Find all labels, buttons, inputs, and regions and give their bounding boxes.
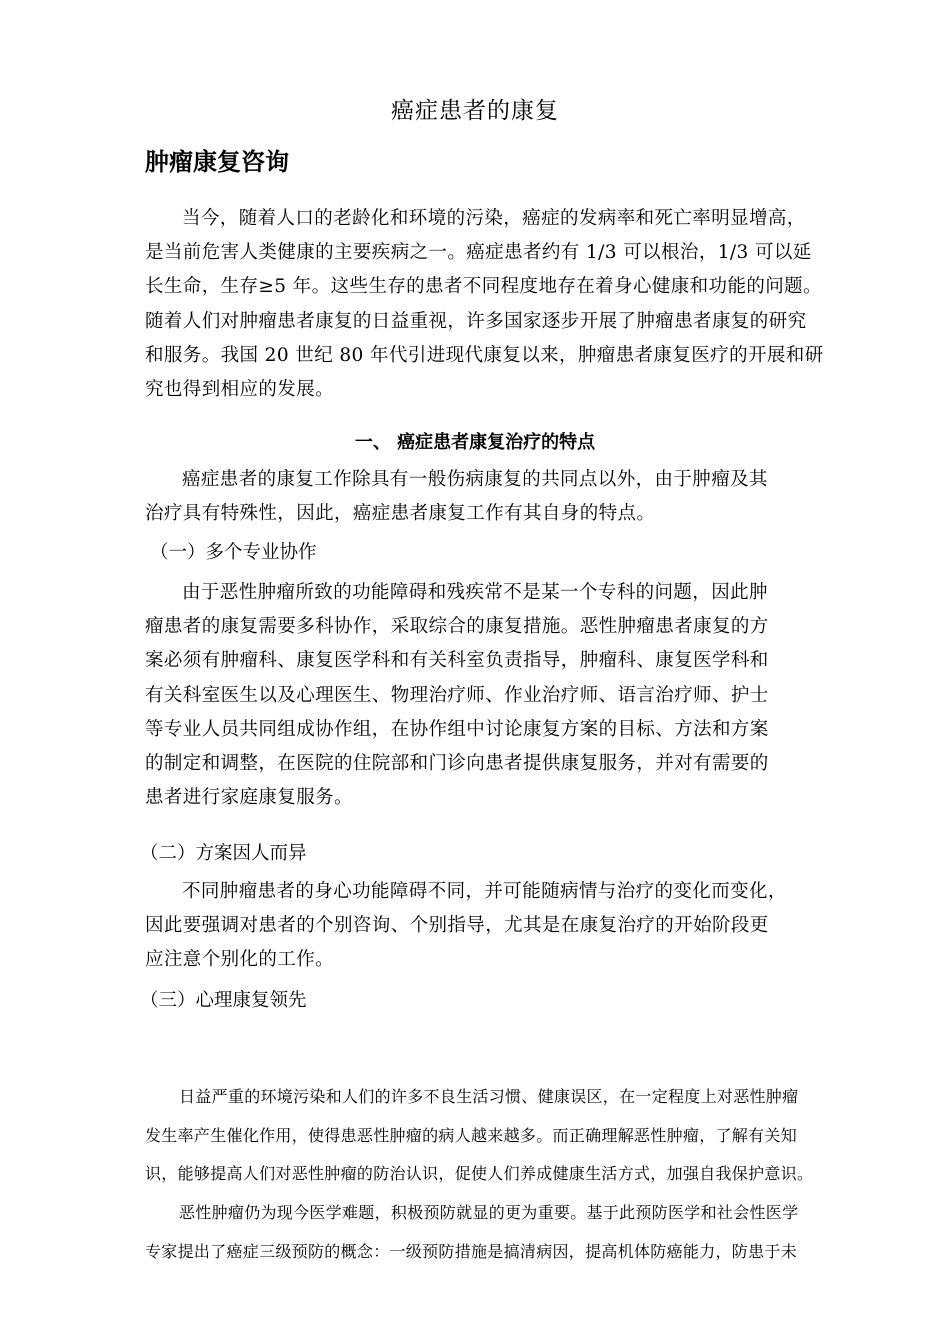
paragraph-line: 日益严重的环境污染和人们的许多不良生活习惯、健康误区，在一定程度上对恶性肿瘤 [179,1087,799,1106]
paragraph-line: 因此要强调对患者的个别咨询、个别指导，尤其是在康复治疗的开始阶段更 [145,915,769,937]
paragraph-line: 由于恶性肿瘤所致的功能障碍和残疾常不是某一个专科的问题，因此肿 [182,582,768,603]
paragraph-line: 不同肿瘤患者的身心功能障碍不同，并可能随病情与治疗的变化而变化， [182,881,787,902]
section-1-paragraph [145,463,768,531]
paragraph-line: 发生率产生催化作用，使得患恶性肿瘤的病人越来越多。而正确理解恶性肿瘤，了解有关知 [145,1125,798,1145]
subsection-1-paragraph [145,576,769,815]
paragraph-line: 的制定和调整，在医院的住院部和门诊向患者提供康复服务，并对有需要的 [145,753,769,775]
paragraph-line: 长生命，生存≥5 年。这些生存的患者不同程度地存在着身心健康和功能的问题。 [145,276,822,298]
paragraph-line: 瘤患者的康复需要多科协作，采取综合的康复措施。恶性肿瘤患者康复的方 [145,616,769,638]
paragraph-line: 癌症患者的康复工作除具有一般伤病康复的共同点以外，由于肿瘤及其 [182,469,768,490]
paragraph-line: 有关科室医生以及心理医生、物理治疗师、作业治疗师、语言治疗师、护士 [145,684,769,706]
document-title: 癌症患者的康复 [391,98,559,124]
extra-paragraph-1 [145,1078,813,1194]
paragraph-line: 随着人们对肿瘤患者康复的日益重视，许多国家逐步开展了肿瘤患者康复的研究 [145,310,807,332]
paragraph-line: 应注意个别化的工作。 [145,949,335,971]
paragraph-line: 是当前危害人类健康的主要疾病之一。癌症患者约有 1/3 可以根治，1/3 可以延 [145,242,812,264]
paragraph-line: 治疗具有特殊性，因此，癌症患者康复工作有其自身的特点。 [145,503,656,525]
subsection-2-heading: （二）方案因人而异 [140,843,307,864]
paragraph-line: 专家提出了癌症三级预防的概念：一级预防措施是搞清病因，提高机体防癌能力，防患于未 [145,1241,798,1261]
paragraph-line: 和服务。我国 20 世纪 80 年代引进现代康复以来，肿瘤患者康复医疗的开展和研 [145,344,824,366]
section-heading-main: 肿瘤康复咨询 [145,148,289,176]
paragraph-line: 案必须有肿瘤科、康复医学科和有关科室负责指导，肿瘤科、康复医学科和 [145,650,769,672]
paragraph-line: 恶性肿瘤仍为现今医学难题，积极预防就显的更为重要。基于此预防医学和社会性医学 [179,1203,799,1222]
subsection-2-paragraph [145,875,787,978]
paragraph-line: 患者进行家庭康复服务。 [145,787,353,809]
paragraph-line: 等专业人员共同组成协作组，在协作组中讨论康复方案的目标、方法和方案 [145,718,769,740]
intro-paragraph [145,202,824,407]
extra-paragraph-2 [145,1194,798,1271]
subsection-3-heading: （三）心理康复领先 [140,990,307,1011]
paragraph-line: 究也得到相应的发展。 [145,379,335,401]
section-1-heading: 一、 癌症患者康复治疗的特点 [354,432,596,453]
paragraph-line: 识，能够提高人们对恶性肿瘤的防治认识，促使人们养成健康生活方式，加强自我保护意识。 [145,1164,814,1183]
paragraph-line: 当今，随着人口的老龄化和环境的污染，癌症的发病率和死亡率明显增高， [182,208,806,229]
subsection-1-heading: （一）多个专业协作 [150,542,317,563]
